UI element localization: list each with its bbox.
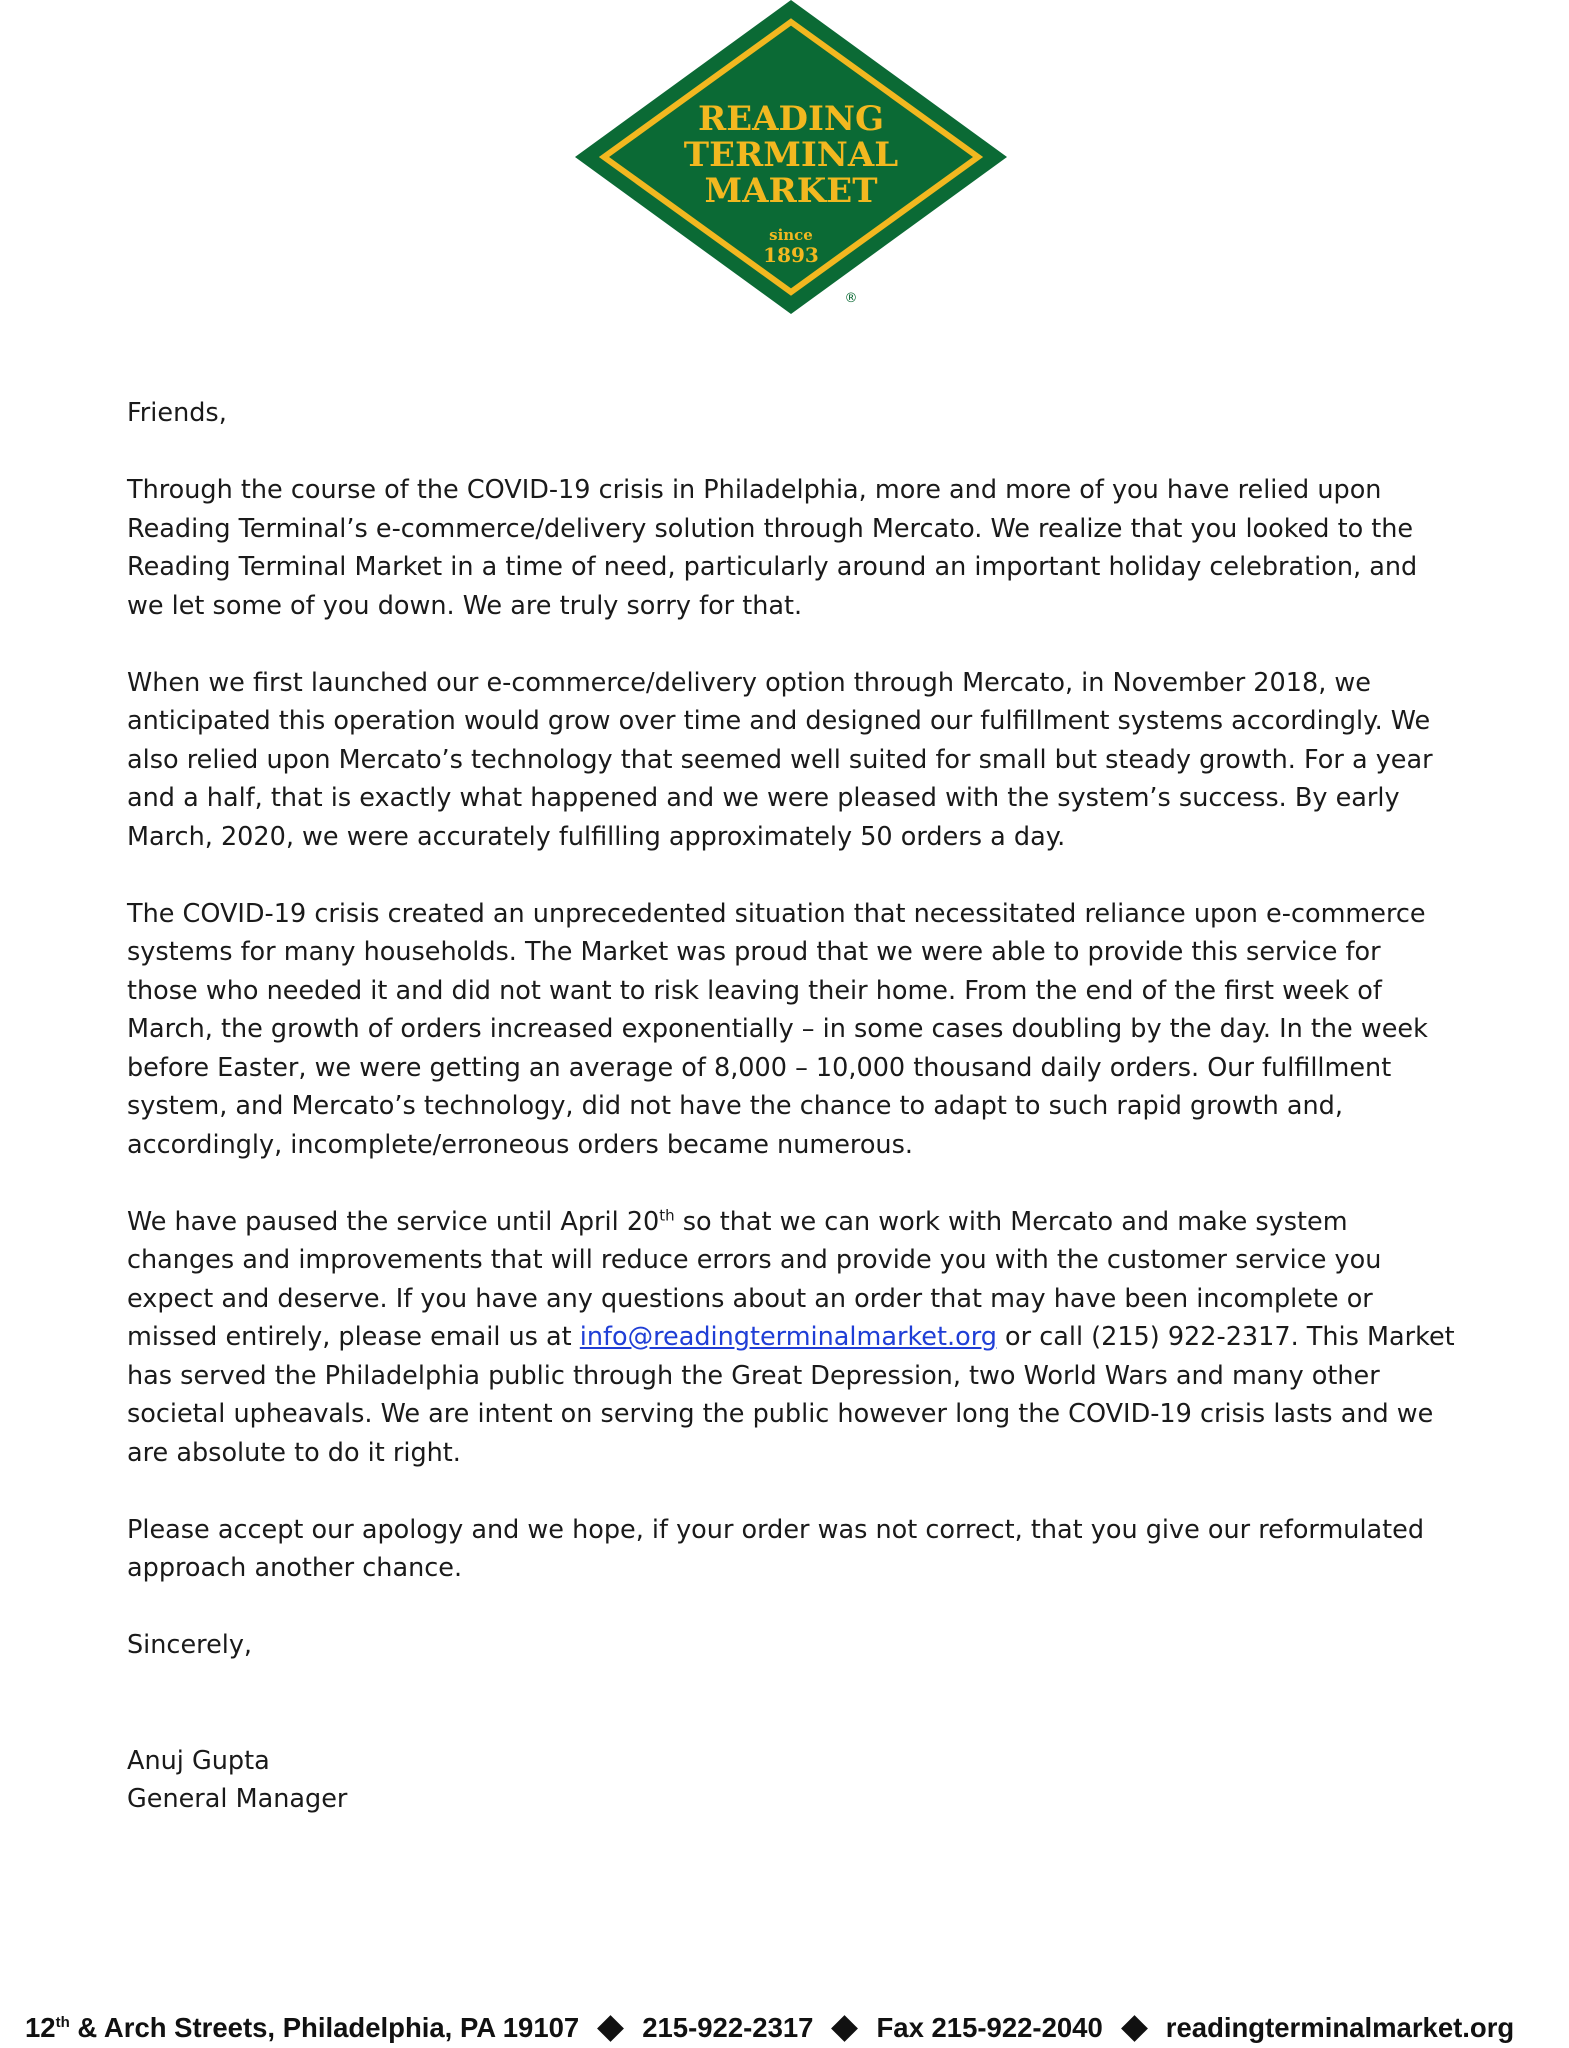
footer-fax: Fax 215-922-2040: [876, 2012, 1103, 2043]
paragraph-covid-growth: The COVID-19 crisis created an unprecedented situation that necessitated reliance upon e-commerce systems for many households. The Market was proud that we were able to provide this service for those who needed it and did not want to risk leaving their home. From the end of the first week of March, the growth of orders increased exponentially – in some cases doubling by the day. In the week before Easter, we were getting an average of 8,000 – 10,000 thousand daily orders. Our fulfillment system, and Mercato’s technology, did not have the chance to adapt to such rapid growth and, accordingly, incomplete/erroneous orders became numerous.: [127, 898, 1428, 1160]
closing: Sincerely,: [127, 1630, 253, 1660]
footer-website: readingterminalmarket.org: [1165, 2012, 1515, 2043]
letter-body: [127, 394, 1457, 1819]
paragraph-pause-service: [127, 1203, 1457, 1473]
diamond-separator-icon: [597, 2015, 624, 2042]
logo-since: since: [769, 226, 813, 244]
footer-address: & Arch Streets, Philadelphia, PA 19107: [69, 2012, 580, 2043]
paragraph-apology: Through the course of the COVID-19 crisis in Philadelphia, more and more of you have relied upon Reading Terminal’s e-commerce/delivery solution through Mercato. We realize that you looked to the Reading Terminal Market in a time of need, particularly around an important holiday celebration, and we let some of you down. We are truly sorry for that.: [127, 475, 1418, 621]
diamond-separator-icon: [832, 2015, 859, 2042]
email-link[interactable]: info@readingterminalmarket.org: [579, 1322, 997, 1352]
logo-registered-mark: ®: [844, 291, 858, 306]
logo-line-terminal: TERMINAL: [683, 135, 899, 175]
pause-text-start: We have paused the service until April 20: [127, 1206, 660, 1237]
reading-terminal-market-logo: [573, 0, 1009, 315]
paragraph-history: When we first launched our e-commerce/delivery option through Mercato, in November 2018, we anticipated this operation would grow over time and designed our fulfillment systems accordingly. We also relied upon Mercato’s technology that seemed well suited for small but steady growth. For a year and a half, that is exactly what happened and we were pleased with the system’s success. By early March, 2020, we were accurately fulfilling approximately 50 orders a day.: [127, 667, 1433, 852]
signer-title: General Manager: [127, 1784, 348, 1814]
footer-phone: 215-922-2317: [642, 2012, 814, 2043]
signer-name: Anuj Gupta: [127, 1745, 270, 1776]
signature-block: [127, 1742, 1457, 1819]
greeting: Friends,: [127, 398, 227, 428]
pause-text-middle: so that we can work with Mercato and make system changes and improvements that will reduce errors and provide you with the customer service you expect and deserve. If you have any questions about an order that may have been incomplete or missed entirely, please email us at: [127, 1206, 1382, 1352]
logo-line-market: MARKET: [704, 171, 878, 211]
paragraph-closing-request: Please accept our apology and we hope, if your order was not correct, that you give our reformulated approach another chance.: [127, 1514, 1425, 1583]
pause-date-suffix: th: [659, 1206, 675, 1224]
footer-street-suffix: th: [55, 2013, 70, 2031]
diamond-separator-icon: [1121, 2015, 1148, 2042]
pause-text-end: or call (215) 922-2317. This Market has served the Philadelphia public through the Great Depression, two World Wars and many other societal upheavals. We are intent on serving the public however long the COVID-19 crisis lasts and we are absolute to do it right.: [127, 1322, 1455, 1468]
logo-line-reading: READING: [697, 99, 885, 139]
footer: [25, 2010, 1555, 2046]
logo-year: 1893: [763, 243, 819, 267]
footer-street-number: 12: [25, 2012, 56, 2043]
